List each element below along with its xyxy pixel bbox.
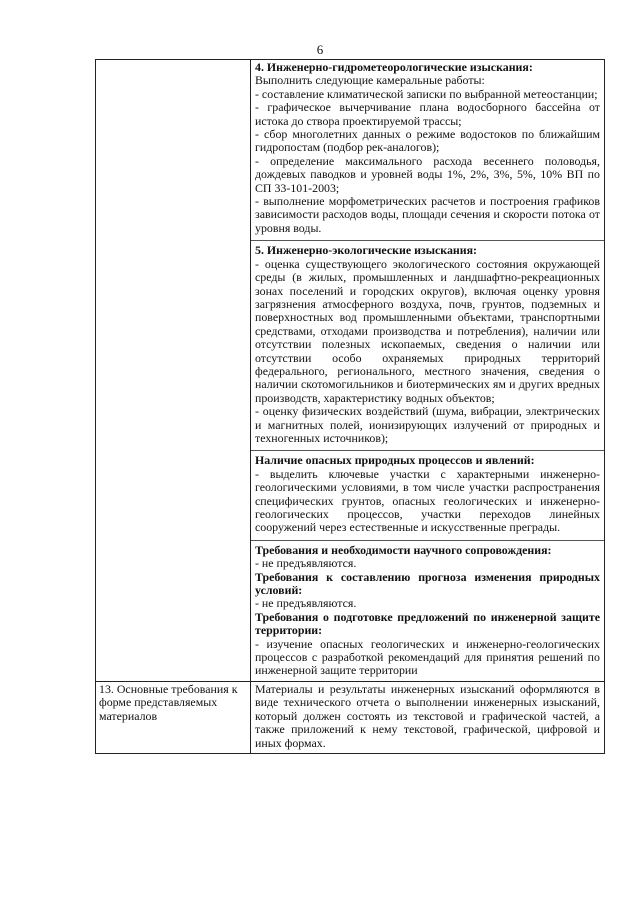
row2-right-cell — [251, 681, 605, 753]
row1-right-cell — [251, 60, 605, 682]
section-heading: 5. Инженерно-экологические изыскания: — [255, 243, 477, 258]
table-row — [96, 681, 605, 753]
list-item: - графическое вычерчивание плана водосборного бассейна от истока до створа проектируемой трассы; — [255, 100, 600, 128]
row2-left-cell — [96, 681, 251, 753]
row2-left-text: 13. Основные требования к форме представляемых материалов — [99, 681, 238, 723]
list-item: Выполнить следующие камеральные работы: — [255, 73, 485, 88]
section-heading: 4. Инженерно-гидрометеорологические изыскания: — [255, 60, 533, 74]
list-item: - сбор многолетних данных о режиме водостоков по ближайшим гидропостам (подбор рек-аналогов); — [255, 127, 600, 155]
list-item: - составление климатической записки по выбранной метеостанции; — [255, 86, 598, 101]
table-row — [96, 60, 605, 682]
section-requirements — [251, 540, 604, 678]
section-ecology — [251, 240, 604, 445]
requirement-text: - изучение опасных геологических и инженерно-геологических процессов с разработкой рекомендаций для принятия решений по инженерной защите территории — [255, 636, 600, 678]
page-number: 6 — [316, 42, 324, 57]
requirement-heading: Требования к составлению прогноза изменения природных условий: — [255, 569, 600, 598]
section-heading: Наличие опасных природных процессов и явлений: — [255, 453, 535, 468]
requirement-text: - не предъявляются. — [255, 596, 357, 611]
list-item: - оценка существующего экологического состояния окружающей среды (в жилых, промышленных и ландшафтно-рекреационных зонах поселений и городских округов), включая оценку уровня загрязнения атмосферного воздуха, почв, грунтов, подземных и поверхностных вод промышленными объектами, транспортными средствами, отходами производства и потребления), наличии или отсутствии полезных ископаемых, сведения о наличии или отсутствии особо охраняемых природных территорий федерального, регионального, местного значения, сведения о наличии скотомогильников и биотермических ям и других вредных производств, характеристику водных объектов; — [255, 256, 600, 405]
requirement-heading: Требования и необходимости научного сопровождения: — [255, 542, 552, 557]
section-hydromet — [255, 61, 600, 235]
list-item: - выполнение морфометрических расчетов и построения графиков зависимости расходов воды, площади сечения и скорости потока от уровня воды. — [255, 194, 600, 235]
section-hazards — [251, 450, 604, 534]
requirement-text: - не предъявляются. — [255, 556, 357, 571]
list-item: - определение максимального расхода весеннего половодья, дождевых паводков и уровней воды 1%, 2%, 3%, 5%, 10% ВП по СП 33-101-2003; — [255, 153, 600, 195]
row2-right-text: Материалы и результаты инженерных изысканий оформляются в виде технического отчета о выполнении инженерных изысканий, который должен состоять из текстовой и графической частей, а также приложений к нему текстовой, графической, цифровой и иных формах. — [255, 681, 600, 750]
list-item: - оценку физических воздействий (шума, вибрации, электрических и магнитных полей, ионизирующих излучений от природных и техногенных источников); — [255, 404, 600, 445]
requirement-heading: Требования о подготовке предложений по инженерной защите территории: — [255, 609, 600, 638]
row1-left-cell — [96, 60, 251, 682]
list-item: - выделить ключевые участки с характерными инженерно-геологическими условиями, в том числе участки распространения специфических грунтов, опасных геологических и инженерно-геологических процессов, участки переходов линейных сооружений через естественные и искусственные преграды. — [255, 466, 600, 535]
requirements-table — [95, 59, 605, 754]
